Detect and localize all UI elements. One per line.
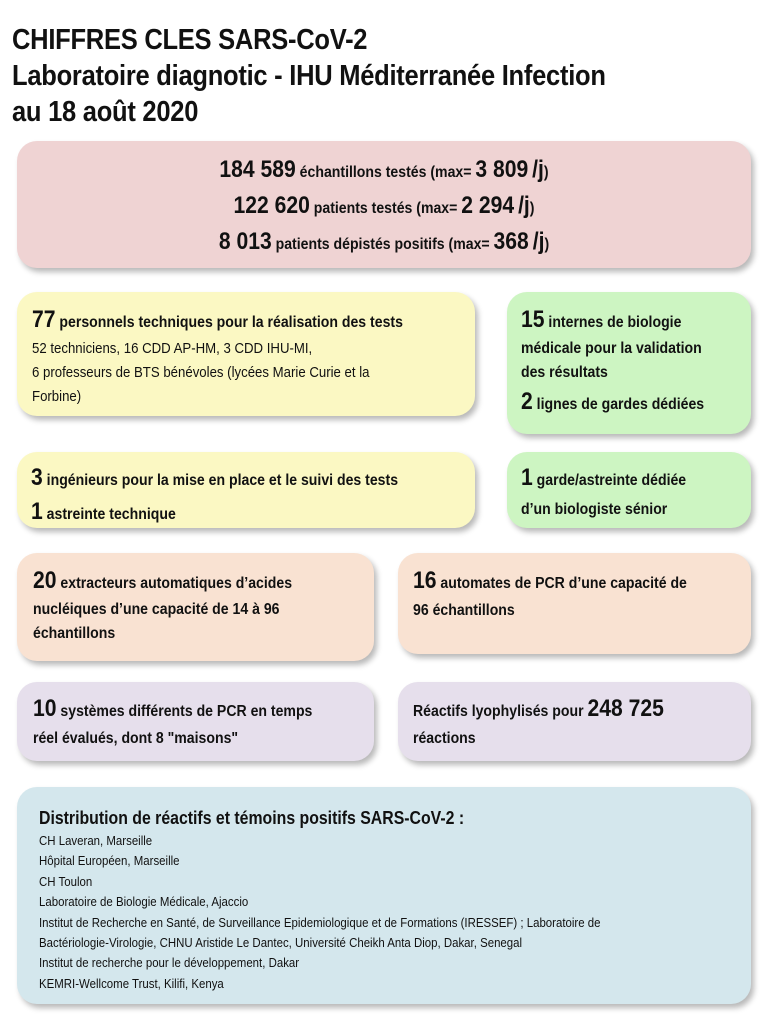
interns-box: [507, 292, 751, 434]
interns-number: 15: [521, 306, 545, 333]
summary-samples-close: ): [543, 164, 549, 181]
tech-oncall-line: [31, 497, 475, 530]
staff-detail-3: Forbine): [32, 388, 82, 405]
reagents-box: [398, 682, 751, 761]
engineers-number: 3: [31, 464, 43, 491]
summary-samples-max: 3 809: [475, 156, 529, 183]
distribution-box: [17, 787, 751, 1004]
extractors-text-3: échantillons: [33, 625, 116, 642]
interns-line-4: [521, 385, 750, 422]
title-line-2: Laboratoire diagnotic - IHU Méditerranée Infection: [12, 60, 606, 92]
reagents-line-1: [413, 694, 752, 727]
summary-samples-value: 184 589: [219, 156, 296, 183]
list-item: CH Laveran, Marseille: [39, 833, 153, 848]
staff-detail-2: 6 professeurs de BTS bénévoles (lycées Marie Curie et la: [32, 364, 370, 381]
reagents-text-1: Réactifs lyophylisés pour: [413, 703, 584, 720]
guard-number: 1: [521, 464, 533, 491]
pcr-number: 16: [413, 567, 437, 594]
engineers-box: [17, 452, 475, 528]
summary-row-patients: [61, 189, 707, 225]
staff-headline-text: personnels techniques pour la réalisation des tests: [59, 314, 403, 331]
interns-text-1: internes de biologie: [548, 314, 682, 331]
distribution-list: [39, 831, 743, 994]
staff-box: [17, 292, 475, 416]
summary-samples-unit: /j: [532, 156, 544, 183]
summary-box: [17, 141, 751, 268]
engineers-text: ingénieurs pour la mise en place et le suivi des tests: [46, 472, 399, 489]
summary-row-samples: [61, 153, 707, 189]
systems-text-2: réel évalués, dont 8 "maisons": [33, 730, 239, 747]
summary-positive-text: patients dépistés positifs (max=: [275, 236, 490, 253]
title-line-3: au 18 août 2020: [12, 96, 199, 128]
summary-row-positive: [61, 225, 707, 261]
list-item: CH Toulon: [39, 873, 93, 889]
list-item: Bactériologie-Virologie, CHNU Aristide Le Dantec, Université Cheikh Anta Diop, Dakar, Senegal: [39, 935, 523, 951]
summary-patients-close: ): [529, 200, 535, 217]
systems-line-1: [33, 694, 376, 727]
page-title: [12, 22, 672, 130]
interns-text-2: médicale pour la validation: [521, 340, 702, 357]
extractors-number: 20: [33, 567, 57, 594]
distribution-heading: Distribution de réactifs et témoins positifs SARS-CoV-2 :: [39, 808, 465, 828]
guard-text-2: d’un biologiste sénior: [521, 501, 668, 518]
interns-line-1: [521, 306, 750, 337]
staff-number: 77: [32, 306, 56, 333]
title-line-1: CHIFFRES CLES SARS-CoV-2: [12, 24, 368, 56]
staff-headline: [32, 306, 476, 337]
guard-box: [507, 452, 751, 528]
summary-patients-text: patients testés (max=: [313, 200, 458, 217]
systems-text-1: systèmes différents de PCR en temps: [60, 703, 313, 720]
guard-lines-text: lignes de gardes dédiées: [536, 396, 705, 413]
summary-positive-max: 368: [493, 228, 529, 255]
list-item: Institut de recherche pour le développement, Dakar: [39, 955, 300, 971]
engineers-line: [31, 462, 475, 497]
list-item: Institut de Recherche en Santé, de Surveillance Epidemiologique et de Formations (IRESSEF) ; Laboratoire de: [39, 914, 601, 930]
staff-detail-1: 52 techniciens, 16 CDD AP-HM, 3 CDD IHU-MI,: [32, 340, 313, 357]
guard-text-1: garde/astreinte dédiée: [536, 472, 687, 489]
summary-patients-unit: /j: [518, 192, 530, 219]
summary-patients-max: 2 294: [461, 192, 515, 219]
tech-oncall-text: astreinte technique: [46, 506, 176, 523]
pcr-text-2: 96 échantillons: [413, 602, 515, 619]
summary-samples-text: échantillons testés (max=: [299, 164, 472, 181]
pcr-text-1: automates de PCR d’une capacité de: [440, 575, 687, 592]
summary-positive-close: ): [544, 236, 550, 253]
list-item: Hôpital Européen, Marseille: [39, 853, 180, 869]
guard-lines-number: 2: [521, 388, 533, 415]
summary-positive-value: 8 013: [218, 228, 272, 255]
systems-box: [17, 682, 374, 761]
interns-text-3: des résultats: [521, 364, 608, 381]
reagents-number: 248 725: [587, 695, 664, 722]
extractors-text-1: extracteurs automatiques d’acides: [60, 575, 293, 592]
summary-positive-unit: /j: [532, 228, 545, 255]
list-item: Laboratoire de Biologie Médicale, Ajaccio: [39, 894, 249, 910]
extractors-line-1: [33, 567, 376, 598]
pcr-box: [398, 553, 751, 654]
list-item: KEMRI-Wellcome Trust, Kilifi, Kenya: [39, 975, 224, 991]
tech-oncall-number: 1: [31, 498, 43, 525]
guard-line-1: [521, 462, 750, 497]
extractors-box: [17, 553, 374, 661]
reagents-text-2: réactions: [413, 730, 476, 747]
extractors-text-2: nucléiques d’une capacité de 14 à 96: [33, 601, 280, 618]
summary-patients-value: 122 620: [233, 192, 310, 219]
pcr-line-1: [413, 567, 752, 598]
systems-number: 10: [33, 695, 57, 722]
